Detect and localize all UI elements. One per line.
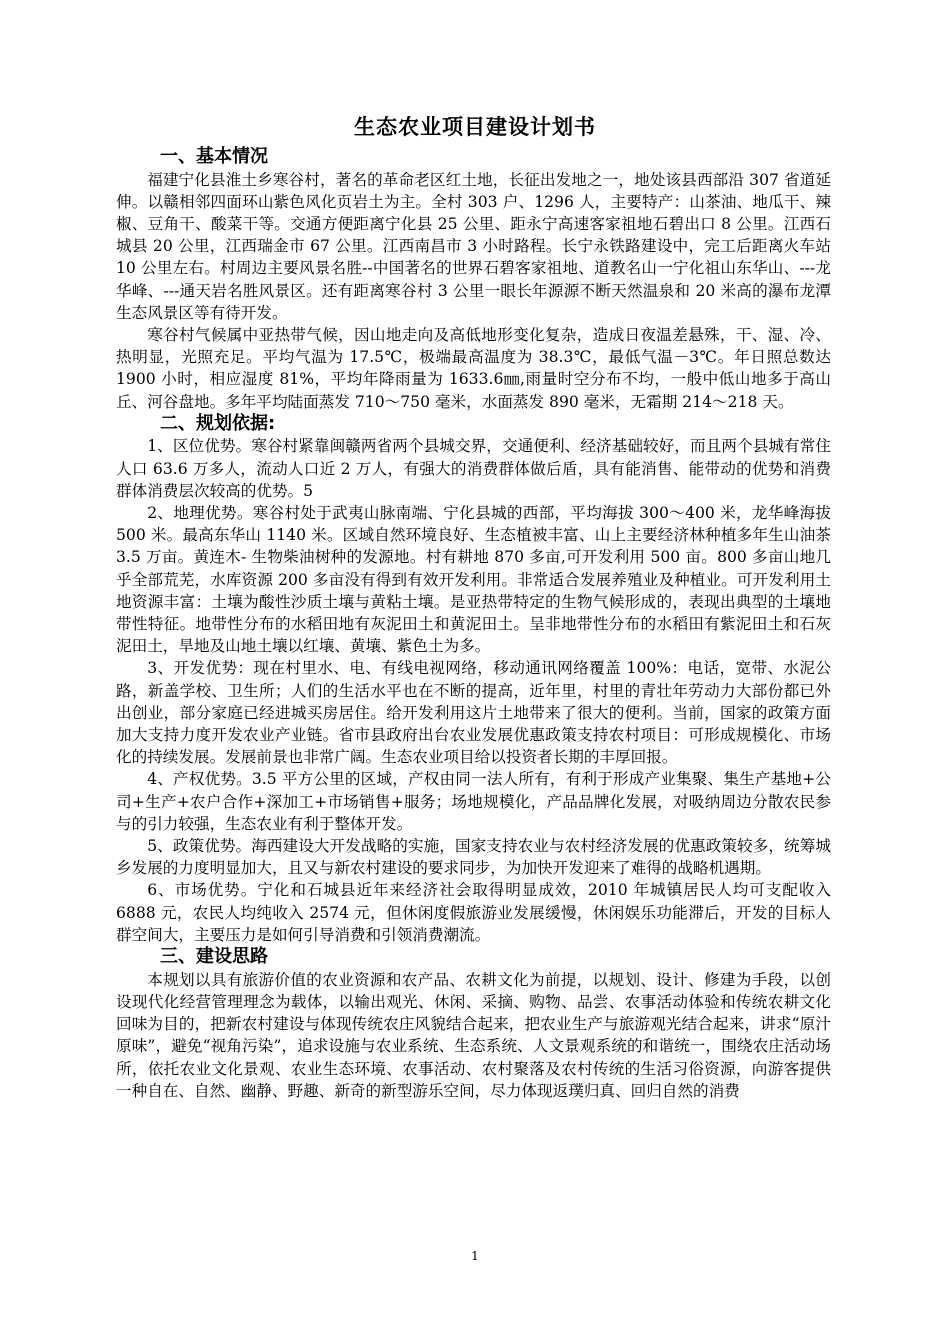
page-number: 1	[471, 1249, 479, 1263]
section-planning-basis	[116, 413, 831, 946]
paragraph: 3、开发优势：现在村里水、电、有线电视网络，移动通讯网络覆盖 100%：电话，宽带、水泥公路，新盖学校、卫生所；人们的生活水平也在不断的提高，近年里，村里的青壮年劳动力大部份都已外出创业，部分家庭已经进城买房居住。给开发利用这片土地带来了很大的便利。当前，国家的政策方面加大支持力度开发农业产业链。省市县政府出台农业发展优惠政策支持农村项目：可形成规模化、市场化的持续发展。发展前景也非常广阔。生态农业项目给以投资者长期的丰厚回报。	[116, 659, 831, 767]
paragraph: 6、市场优势。宁化和石城县近年来经济社会取得明显成效，2010 年城镇居民人均可支配收入 6888 元，农民人均纯收入 2574 元，但休闲度假旅游业发展缓慢，休闲娱乐功能滞后，开发的目标人群空间大，主要压力是如何引导消费和引领消费潮流。	[116, 881, 831, 944]
section-heading: 一、基本情况	[160, 146, 268, 167]
paragraph: 本规划以具有旅游价值的农业资源和农产品、农耕文化为前提，以规划、设计、修建为手段，以创设现代化经营管理理念为载体，以输出观光、休闲、采摘、购物、品尝、农事活动体验和传统农耕文化回味为目的，把新农村建设与体现传统农庄风貌结合起来，把农业生产与旅游观光结合起来，讲求“原汁原味”，避免“视角污染”，追求设施与农业系统、生态系统、人文景观系统的和谐统一，围绕农庄活动场所，依托农业文化景观、农业生态环境、农事活动、农村聚落及农村传统的生活习俗资源，向游客提供一种自在、自然、幽静、野趣、新奇的新型游乐空间，尽力体现返璞归真、回归自然的消费	[116, 970, 831, 1100]
paragraph: 福建宁化县淮土乡寒谷村，著名的革命老区红土地，长征出发地之一，地处该县西部沿 307 省道延伸。以赣相邻四面环山紫色风化页岩土为主。全村 303 户、1296 人，主要特产：山茶油、地瓜干、辣椒、豆角干、酸菜干等。交通方便距离宁化县 25 公里、距永宁高速客家祖地石碧出口 8 公里。江西石城县 20 公里，江西瑞金市 67 公里。江西南昌市 3 小时路程。长宁永铁路建设中，完工后距离火车站 10 公里左右。村周边主要风景名胜--中国著名的世界石碧客家祖地、道教名山一宁化祖山东华山、---龙华峰、---通天岩名胜风景区。还有距离寒谷村 3 公里一眼长年源源不断天然温泉和 20 米高的瀑布龙潭生态风景区等有待开发。	[116, 170, 831, 322]
paragraph: 寒谷村气候属中亚热带气候，因山地走向及高低地形变化复杂，造成日夜温差悬殊，干、湿、冷、热明显，光照充足。平均气温为 17.5℃，极端最高温度为 38.3℃，最低气温－3℃。年日照总数达 1900 小时，相应湿度 81%，平均年降雨量为 1633.6㎜,雨量时空分布不均，一般中低山地多于高山丘、河谷盘地。多年平均陆面蒸发 710～750 毫米，水面蒸发 890 毫米，无霜期 214～218 天。	[116, 326, 831, 411]
paragraph: 4、产权优势。3.5 平方公里的区域，产权由同一法人所有，有利于形成产业集聚、集生产基地+公司+生产+农户合作+深加工+市场销售+服务；场地规模化，产品品牌化发展，对吸纳周边分散农民参与的引力较强，生态农业有利于整体开发。	[116, 770, 831, 833]
paragraph: 2、地理优势。寒谷村处于武夷山脉南端、宁化县城的西部，平均海拔 300～400 米，龙华峰海拔 500 米。最高东华山 1140 米。区域自然环境良好、生态植被丰富、山上主要经济林种植多年生山油茶 3.5 万亩。黄连木- 生物柴油树种的发源地。村有耕地 870 多亩,可开发利用 500 亩。800 多亩山地几乎全部荒芜，水库资源 200 多亩没有得到有效开发利用。非常适合发展养殖业及种植业。可开发利用土地资源丰富：土壤为酸性沙质土壤与黄粘土壤。是亚热带特定的生物气候形成的，表现出典型的土壤地带性特征。地带性分布的水稻田地有灰泥田土和黄泥田土。呈非地带性分布的水稻田有紫泥田土和石灰泥田土，旱地及山地土壤以红壤、黄壤、紫色土为多。	[116, 504, 831, 656]
paragraph: 1、区位优势。寒谷村紧靠闽赣两省两个县城交界，交通便利、经济基础较好，而且两个县城有常住人口 63.6 万多人，流动人口近 2 万人，有强大的消费群体做后盾，具有能消售、能带动的优势和消费群体消费层次较高的优势。5	[116, 437, 831, 500]
section-heading: 二、规划依据:	[160, 412, 276, 434]
document-body	[116, 146, 831, 1102]
paragraph: 5、政策优势。海西建设大开发战略的实施，国家支持农业与农村经济发展的优惠政策较多，统筹城乡发展的力度明显加大，且又与新农村建设的要求同步，为加快开发迎来了难得的战略机遇期。	[116, 837, 831, 878]
section-construction-approach	[116, 946, 831, 1102]
section-heading: 三、建设思路	[160, 946, 268, 968]
section-basic-situation	[116, 146, 831, 413]
document-title: 生态农业项目建设计划书	[354, 115, 596, 139]
